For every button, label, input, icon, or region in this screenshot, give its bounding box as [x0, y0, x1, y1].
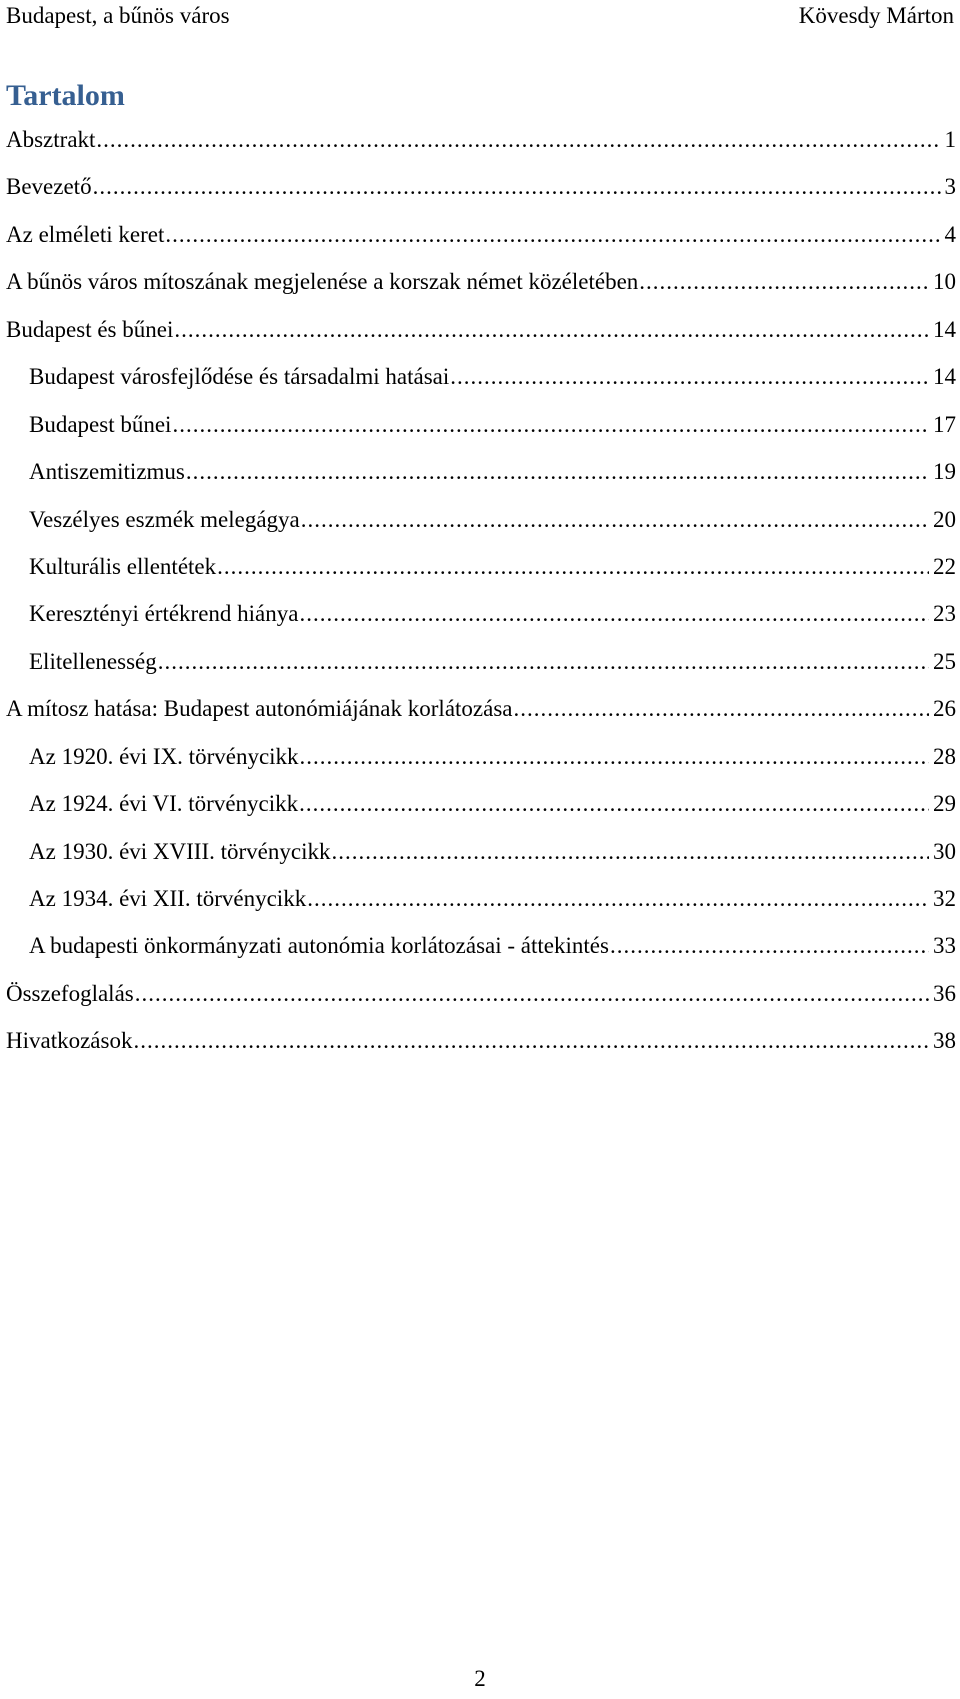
toc-entry-label: Budapest városfejlődése és társadalmi hatásai: [29, 364, 450, 390]
toc-entry-page: 10: [933, 269, 956, 295]
author-name: Kövesdy Márton: [798, 3, 954, 28]
toc-entry[interactable]: [6, 733, 956, 780]
toc-entry-label: Az elméleti keret: [6, 221, 165, 247]
toc-entry-page: 38: [933, 1028, 956, 1054]
toc-entry-page: 22: [933, 553, 956, 579]
toc-dot-leader: [450, 353, 929, 400]
toc-entry-label: Antiszemitizmus: [29, 459, 185, 485]
toc-dot-leader: [165, 211, 940, 258]
toc-dot-leader: [514, 685, 930, 732]
toc-entry-page: 1: [944, 127, 956, 152]
toc-entry-label: A bűnös város mítoszának megjelenése a korszak német közéletében: [6, 269, 639, 295]
toc-entry[interactable]: [6, 211, 956, 258]
toc-entry[interactable]: [6, 353, 956, 400]
toc-entry[interactable]: [6, 828, 956, 875]
toc-heading: Tartalom: [6, 79, 125, 112]
toc-entry-label: Keresztényi értékrend hiánya: [29, 601, 299, 627]
toc-entry-label: Hivatkozások: [6, 1028, 133, 1054]
toc-entry[interactable]: [6, 401, 956, 448]
table-of-contents: [6, 116, 956, 1065]
toc-entry[interactable]: [6, 116, 956, 163]
toc-entry-label: Az 1930. évi XVIII. törvénycikk: [29, 838, 331, 864]
toc-dot-leader: [172, 401, 929, 448]
toc-entry[interactable]: [6, 496, 956, 543]
toc-entry-page: 3: [944, 174, 956, 200]
page-header: [6, 0, 954, 32]
toc-entry[interactable]: [6, 638, 956, 685]
toc-entry-label: Összefoglalás: [6, 980, 134, 1006]
toc-dot-leader: [186, 448, 929, 495]
toc-dot-leader: [135, 970, 929, 1017]
toc-entry-page: 26: [933, 696, 956, 722]
toc-dot-leader: [133, 1017, 929, 1064]
toc-dot-leader: [217, 543, 929, 590]
toc-entry-page: 14: [933, 364, 956, 390]
toc-entry[interactable]: [6, 163, 956, 210]
toc-entry-label: Az 1924. évi VI. törvénycikk: [29, 791, 299, 817]
toc-dot-leader: [301, 496, 929, 543]
toc-entry-page: 28: [933, 743, 956, 769]
page-number: 2: [474, 1666, 486, 1691]
toc-entry[interactable]: [6, 258, 956, 305]
toc-entry-label: Budapest bűnei: [29, 411, 172, 437]
toc-dot-leader: [639, 258, 929, 305]
toc-entry[interactable]: [6, 306, 956, 353]
toc-entry-page: 4: [944, 221, 956, 247]
toc-entry[interactable]: [6, 1017, 956, 1064]
toc-entry-label: Veszélyes eszmék melegágya: [29, 506, 300, 532]
toc-entry-label: Absztrakt: [6, 127, 96, 152]
toc-dot-leader: [96, 116, 940, 163]
toc-entry-label: Budapest és bűnei: [6, 316, 174, 342]
toc-dot-leader: [158, 638, 929, 685]
toc-dot-leader: [331, 828, 929, 875]
toc-entry-label: A budapesti önkormányzati autonómia korlátozásai - áttekintés: [29, 933, 609, 959]
document-title: Budapest, a bűnös város: [6, 3, 230, 28]
toc-entry-label: Bevezető: [6, 174, 92, 200]
toc-entry-label: Elitellenesség: [29, 648, 157, 674]
toc-entry-page: 32: [933, 886, 956, 911]
toc-entry-label: A mítosz hatása: Budapest autonómiájának korlátozása: [6, 696, 513, 722]
toc-entry[interactable]: [6, 970, 956, 1017]
toc-entry[interactable]: [6, 922, 956, 969]
toc-entry[interactable]: [6, 448, 956, 495]
toc-entry-page: 20: [933, 506, 956, 532]
toc-entry-label: Az 1920. évi IX. törvénycikk: [29, 743, 299, 769]
toc-entry[interactable]: [6, 685, 956, 732]
toc-dot-leader: [174, 306, 929, 353]
toc-entry-page: 14: [933, 316, 956, 342]
toc-entry-page: 17: [933, 411, 956, 437]
toc-entry-page: 30: [933, 838, 956, 864]
toc-dot-leader: [299, 590, 929, 637]
toc-entry-page: 19: [933, 459, 956, 485]
toc-entry-page: 29: [933, 791, 956, 817]
toc-dot-leader: [299, 780, 929, 827]
toc-entry-label: Kulturális ellentétek: [29, 553, 217, 579]
toc-entry-page: 25: [933, 648, 956, 674]
toc-entry-page: 33: [933, 933, 956, 959]
toc-entry[interactable]: [6, 590, 956, 637]
toc-entry-label: Az 1934. évi XII. törvénycikk: [29, 886, 307, 911]
toc-entry[interactable]: [6, 875, 956, 922]
toc-dot-leader: [610, 922, 929, 969]
toc-entry[interactable]: [6, 780, 956, 827]
toc-dot-leader: [307, 875, 929, 922]
toc-dot-leader: [300, 733, 929, 780]
toc-entry-page: 36: [933, 980, 956, 1006]
toc-entry-page: 23: [933, 601, 956, 627]
toc-entry[interactable]: [6, 543, 956, 590]
toc-dot-leader: [93, 163, 941, 210]
